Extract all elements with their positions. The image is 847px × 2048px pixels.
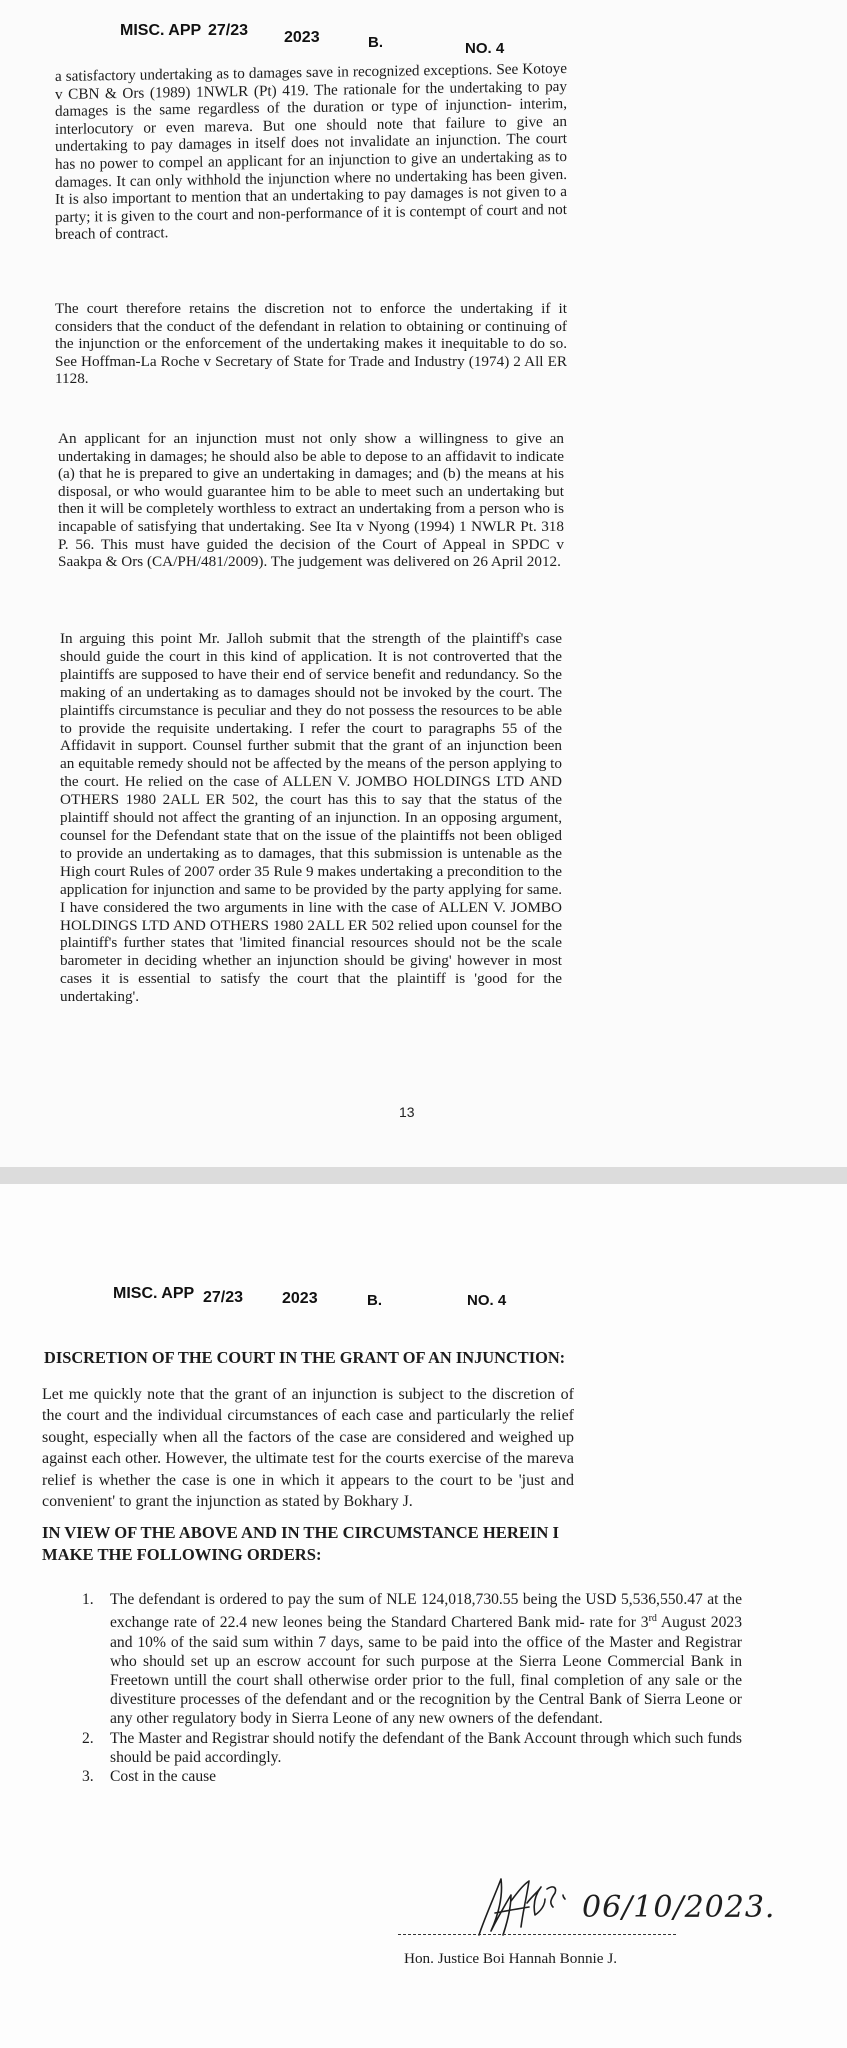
judge-name: Hon. Justice Boi Hannah Bonnie J. bbox=[404, 1950, 618, 1967]
orders-heading: IN VIEW OF THE ABOVE AND IN THE CIRCUMSTANCE HEREIN I MAKE THE FOLLOWING ORDERS: bbox=[42, 1523, 559, 1564]
paragraph-arguments bbox=[60, 630, 562, 1006]
paragraph-text: Let me quickly note that the grant of an injunction is subject to the discretion of the court and the individual circumstances of each case and particularly the relief sought, especially when all the factors of the case are considered and weighed up against each other. However, the ultimate test for the courts exercise of the mareva relief is whether the case is one in which it appears to the court to be 'just and convenient' to grant the injunction as stated by Bokhary J. bbox=[42, 1386, 574, 1511]
header-letter: B. bbox=[368, 34, 383, 51]
signature-line bbox=[398, 1934, 676, 1935]
header-case-number: 27/23 bbox=[208, 22, 249, 39]
order-number: 3. bbox=[82, 1768, 94, 1786]
order-text: Cost in the cause bbox=[110, 1768, 217, 1786]
section-heading-discretion: DISCRETION OF THE COURT IN THE GRANT OF AN INJUNCTION: bbox=[44, 1348, 566, 1367]
order-text: The defendant is ordered to pay the sum of NLE 124,018,730.55 being the USD 5,536,550.47 at the exchange rate of 22.4 new leones being the Standard Chartered Bank mid- rate for 3 bbox=[110, 1591, 742, 1632]
header-misc-app-p2: MISC. APP bbox=[113, 1285, 195, 1302]
header-year-p2: 2023 bbox=[282, 1290, 318, 1307]
header-number-p2: NO. 4 bbox=[467, 1292, 507, 1309]
order-text: The Master and Registrar should notify the defendant of the Bank Account through which such funds should be paid accordingly. bbox=[110, 1729, 742, 1766]
paragraph-court-discretion bbox=[55, 300, 567, 388]
header-case-number-p2: 27/23 bbox=[203, 1289, 244, 1306]
order-item-2 bbox=[82, 1729, 742, 1767]
order-item-1 bbox=[82, 1590, 742, 1729]
paragraph-applicant-requirements bbox=[58, 430, 564, 571]
paragraph-text: An applicant for an injunction must not only show a willingness to give an undertaking in damages; he should also be able to depose to an affidavit to indicate (a) that he is prepared to give an undertaking in damages; and (b) the means at his disposal, or who would guarantee him to be able to meet such an undertaking but then it will be completely worthless to extract an undertaking from a person who is incapable of satisfying that undertaking. See Ita v Nyong (1994) 1 NWLR Pt. 318 P. 56. This must have guided the decision of the Court of Appeal in SPDC v Saakpa & Ors (CA/PH/481/2009). The judgement was delivered on 26 April 2012. bbox=[58, 430, 564, 571]
order-text-cont: August 2023 and 10% of the said sum within 7 days, same to be paid into the office of the Master and Registrar who should set up an escrow account for such purpose at the Sierra Leone Commercial Bank in Freetown untill the court shall otherwise order prior to the full, final completion of any sale or the divestiture processes of the defendant and or the recognition by the Central Bank of Sierra Leone or any other regulatory body in Sierra Leone of any new owners of the defendant. bbox=[110, 1614, 742, 1728]
paragraph-text: In arguing this point Mr. Jalloh submit that the strength of the plaintiff's case should guide the court in this kind of application. It is not controverted that the plaintiffs are supposed to have their end of service benefit and redundancy. So the making of an undertaking as to damages should not be invoked by the court. The plaintiffs circumstance is peculiar and they do not possess the resources to be able to provide the requisite undertaking. I refer the court to paragraphs 55 of the Affidavit in support. Counsel further submit that the grant of an injunction been an equitable remedy should not be affected by the means of the person applying to the court. He relied on the case of ALLEN V. JOMBO HOLDINGS LTD AND OTHERS 1980 2ALL ER 502, the court has this to say that the status of the plaintiff should not affect the granting of an injunction. In an opposing argument, counsel for the Defendant state that on the issue of the plaintiffs not been obliged to provide an undertaking as to damages, that this submission is untenable as the High court Rules of 2007 order 35 Rule 9 makes undertaking a precondition to the application for injunction and same to be provided by the party applying for same. I have considered the two arguments in line with the case of ALLEN V. JOMBO HOLDINGS LTD AND OTHERS 1980 2ALL ER 502 relied upon counsel for the plaintiff's further states that 'limited financial resources should not be the scale barometer in deciding whether an injunction should be giving' however in most cases it is essential to satisfy the court that the plaintiff is 'good for the undertaking'. bbox=[60, 630, 562, 1006]
order-number: 2. bbox=[82, 1729, 94, 1747]
header-number: NO. 4 bbox=[465, 40, 505, 57]
header-year: 2023 bbox=[284, 29, 320, 46]
orders-list bbox=[82, 1590, 742, 1786]
paragraph-undertaking-rationale bbox=[55, 60, 567, 244]
paragraph-text: The court therefore retains the discretion not to enforce the undertaking if it considers that the conduct of the defendant in relation to obtaining or continuing of the injunction or the enforcement of the undertaking makes it inequitable to do so. See Hoffman-La Roche v Secretary of State for Trade and Industry (1974) 2 All ER 1128. bbox=[55, 300, 567, 388]
header-misc-app: MISC. APP bbox=[120, 22, 202, 39]
paragraph-text: a satisfactory undertaking as to damages save in recognized exceptions. See Kotoye v CBN & Ors (1989) 1NWLR (Pt) 419. The rationale for the undertaking to pay damages is the same regardless of the duration or type of injunction- interim, interlocutory or even mareva. But one should note that failure to give an undertaking to pay damages in itself does not invalidate an injunction. The court has no power to compel an applicant for an injunction to give an undertaking as to damages. It can only withhold the injunction where no undertaking has been given. It is also important to mention that an undertaking to pay damages is not given to a party; it is given to the court and non-performance of it is contempt of court and not breach of contract. bbox=[55, 59, 567, 244]
order-superscript: rd bbox=[648, 1613, 657, 1625]
order-number: 1. bbox=[82, 1591, 94, 1608]
header-letter-p2: B. bbox=[367, 1292, 382, 1309]
page-number: 13 bbox=[399, 1104, 415, 1120]
paragraph-discretion bbox=[42, 1384, 574, 1512]
signature-date: 06/10/2023. bbox=[582, 1890, 776, 1925]
order-item-3 bbox=[82, 1767, 742, 1786]
